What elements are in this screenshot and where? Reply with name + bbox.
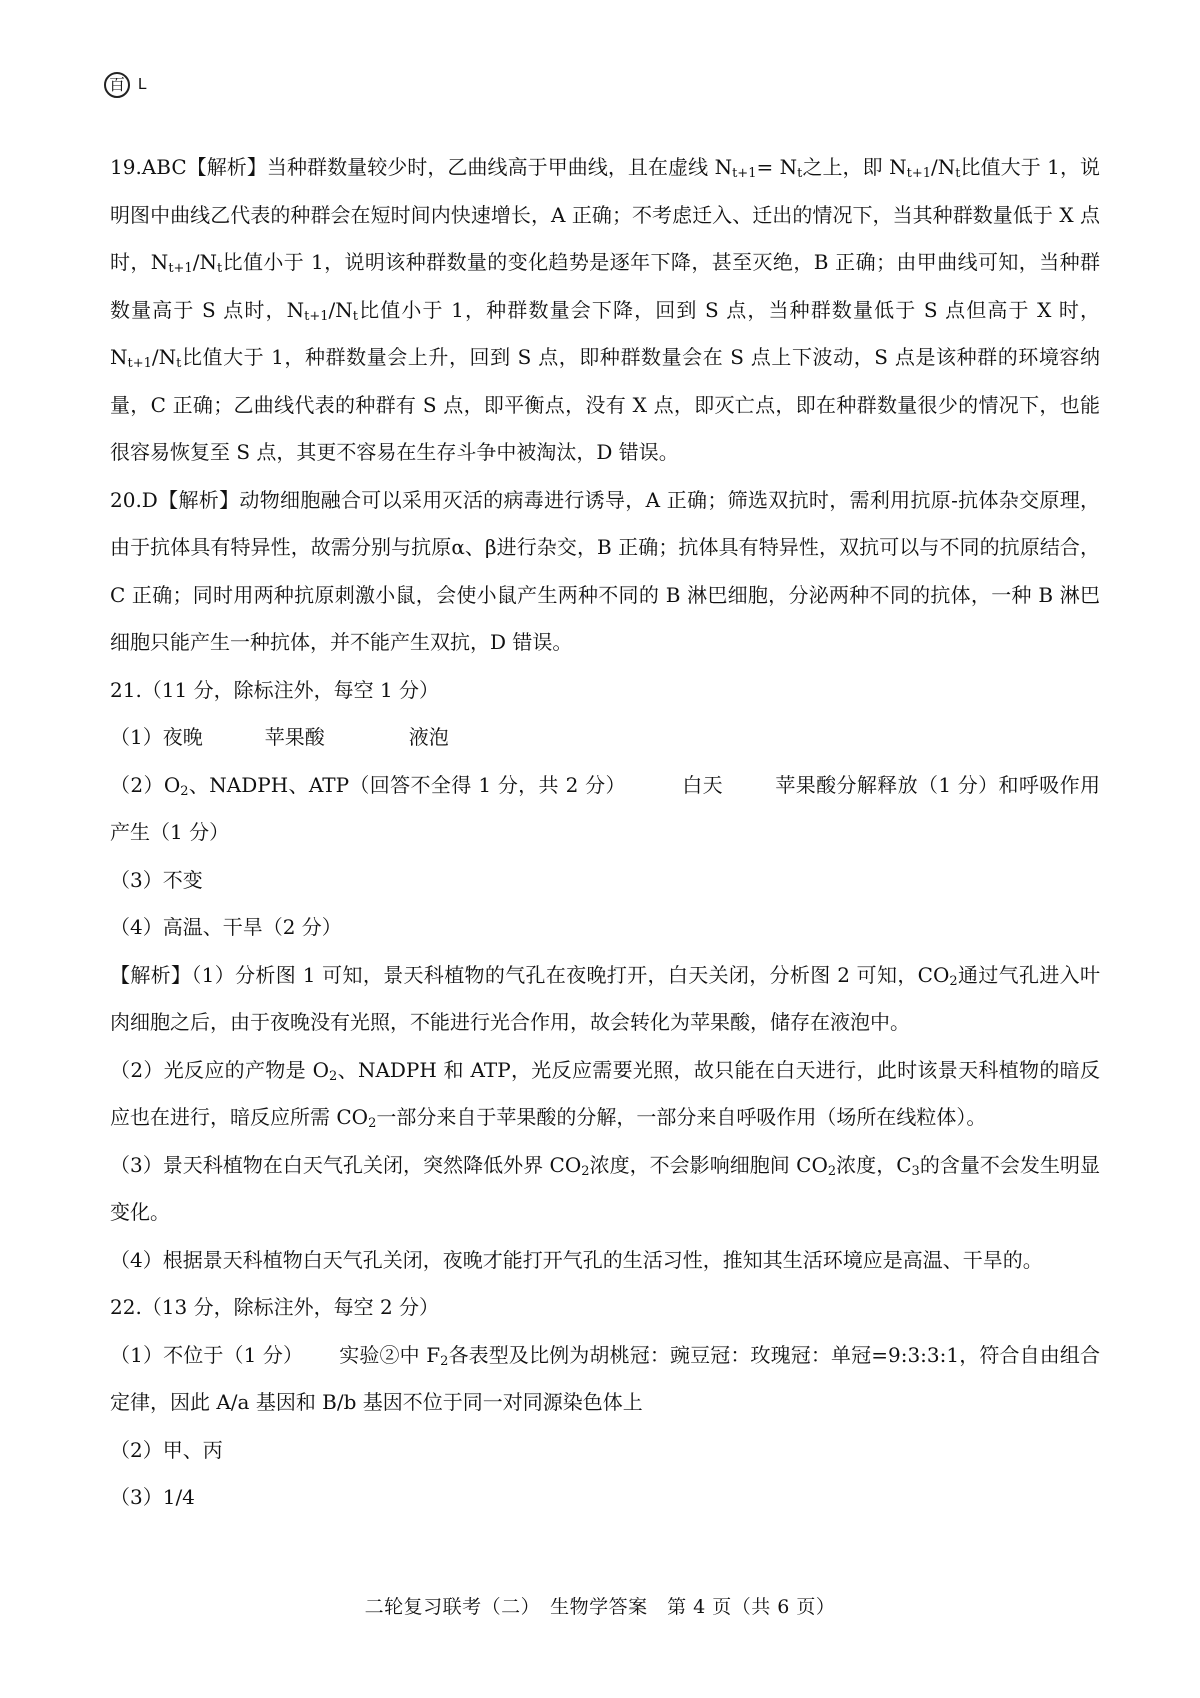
q21-explanation-4: （4）根据景天科植物白天气孔关闭，夜晚才能打开气孔的生活习性，推知其生活环境应是高温、干旱的。 [110, 1247, 1043, 1272]
logo-letter: L [138, 76, 147, 93]
q20-paragraph: 20.D【解析】动物细胞融合可以采用灭活的病毒进行诱导，A 正确；筛选双抗时，需利用抗原-抗体杂交原理，由于抗体具有特异性，故需分别与抗原α、β进行杂交，B 正确；抗体具有特异性，双抗可以与不同的抗原结合，C 正确；同时用两种抗原刺激小鼠，会使小鼠产生两种不同的 B 淋巴细胞，分泌两种不同的抗体，一种 B 淋巴细胞只能产生一种抗体，并不能产生双抗，D 错误。 [110, 487, 1101, 654]
q19-paragraph: 19.ABC【解析】当种群数量较少时，乙曲线高于甲曲线，且在虚线 $N_{t+1}= N_t$之上，即 $N_{t+1}/N_t$比值大于 1，说明图中曲线乙代表的种群会在短时间内快速增长，A 正确；不考虑迁入、迁出的情况下，当其种群数量低于 X 点时，$N_{t+1}/N_t$比值小于 1，说明该种群数量的变化趋势是逐年下降，甚至灭绝，B 正确；由甲曲线可知，当种群数量高于 S 点时，$N_{t+1}/N_t$比值小于 1，种群数量会下降，回到 S 点，当种群数量低于 S 点但高于 X 时，$N_{t+1}/N_t$比值大于 1，种群数量会上升，回到 S 点，即种群数量会在 S 点上下波动，S 点是该种群的环境容纳量，C 正确；乙曲线代表的种群有 S 点，即平衡点，没有 X 点，即灭亡点，即在种群数量很少的情况下，也能很容易恢复至 S 点，其更不容易在生存斗争中被淘汰，D 错误。 [110, 155, 1101, 464]
q22-head: 22.（13 分，除标注外，每空 2 分） [110, 1295, 440, 1319]
q20-head: 20.D【解析】 [110, 487, 240, 512]
page-footer: 二轮复习联考（二） 生物学答案 第 4 页（共 6 页） [364, 1596, 836, 1618]
q19-head: 19.ABC【解析】 [110, 155, 267, 179]
q21-answer-2: $(2)O_2$、NADPH、ATP（回答不全得 1 分，共 2 分） 白天 苹果酸分解释放（1 分）和呼吸作用产生（1 分） [110, 772, 1101, 844]
q22-answer-1: （1）不位于（1 分） 实验②中 $F_2$各表型及比例为胡桃冠：豌豆冠：玫瑰冠：单冠=9:3:3:1，符合自由组合定律，因此 A/a 基因和 B/b 基因不位于同一对同源染色体上 [110, 1342, 1101, 1414]
q21-explanation-1: 【解析】（1）分析图 1 可知，景天科植物的气孔在夜晚打开，白天关闭，分析图 2 可知，$CO_2$通过气孔进入叶肉细胞之后，由于夜晚没有光照，不能进行光合作用，故会转化为苹果酸，储存在液泡中。 [110, 962, 1101, 1034]
q22-answer-3: （3）1/4 [110, 1485, 195, 1509]
q21-explanation-2: （2）光反应的产物是 $O_2$、NADPH 和 ATP，光反应需要光照，故只能在白天进行，此时该景天科植物的暗反应也在进行，暗反应所需 $CO_2$一部分来自于苹果酸的分解，一部分来自呼吸作用（场所在线粒体）。 [110, 1057, 1100, 1131]
q21-answer-3: （3）不变 [110, 867, 203, 892]
answer-content [110, 144, 1100, 1522]
logo-circle-glyph: 百 [104, 72, 130, 98]
q21-head: 21.（11 分，除标注外，每空 1 分） [110, 677, 440, 702]
q21-answer-1: （1）夜晚 苹果酸 液泡 [110, 725, 449, 749]
q21-explanation-3: （3）景天科植物在白天气孔关闭，突然降低外界 $CO_2$浓度，不会影响细胞间 $CO_2$浓度，$C_3$的含量不会发生明显变化。 [110, 1152, 1101, 1224]
q22-answer-2: （2）甲、丙 [110, 1437, 223, 1462]
q21-answer-4: （4）高温、干旱（2 分） [110, 915, 342, 939]
publisher-logo [104, 72, 147, 98]
